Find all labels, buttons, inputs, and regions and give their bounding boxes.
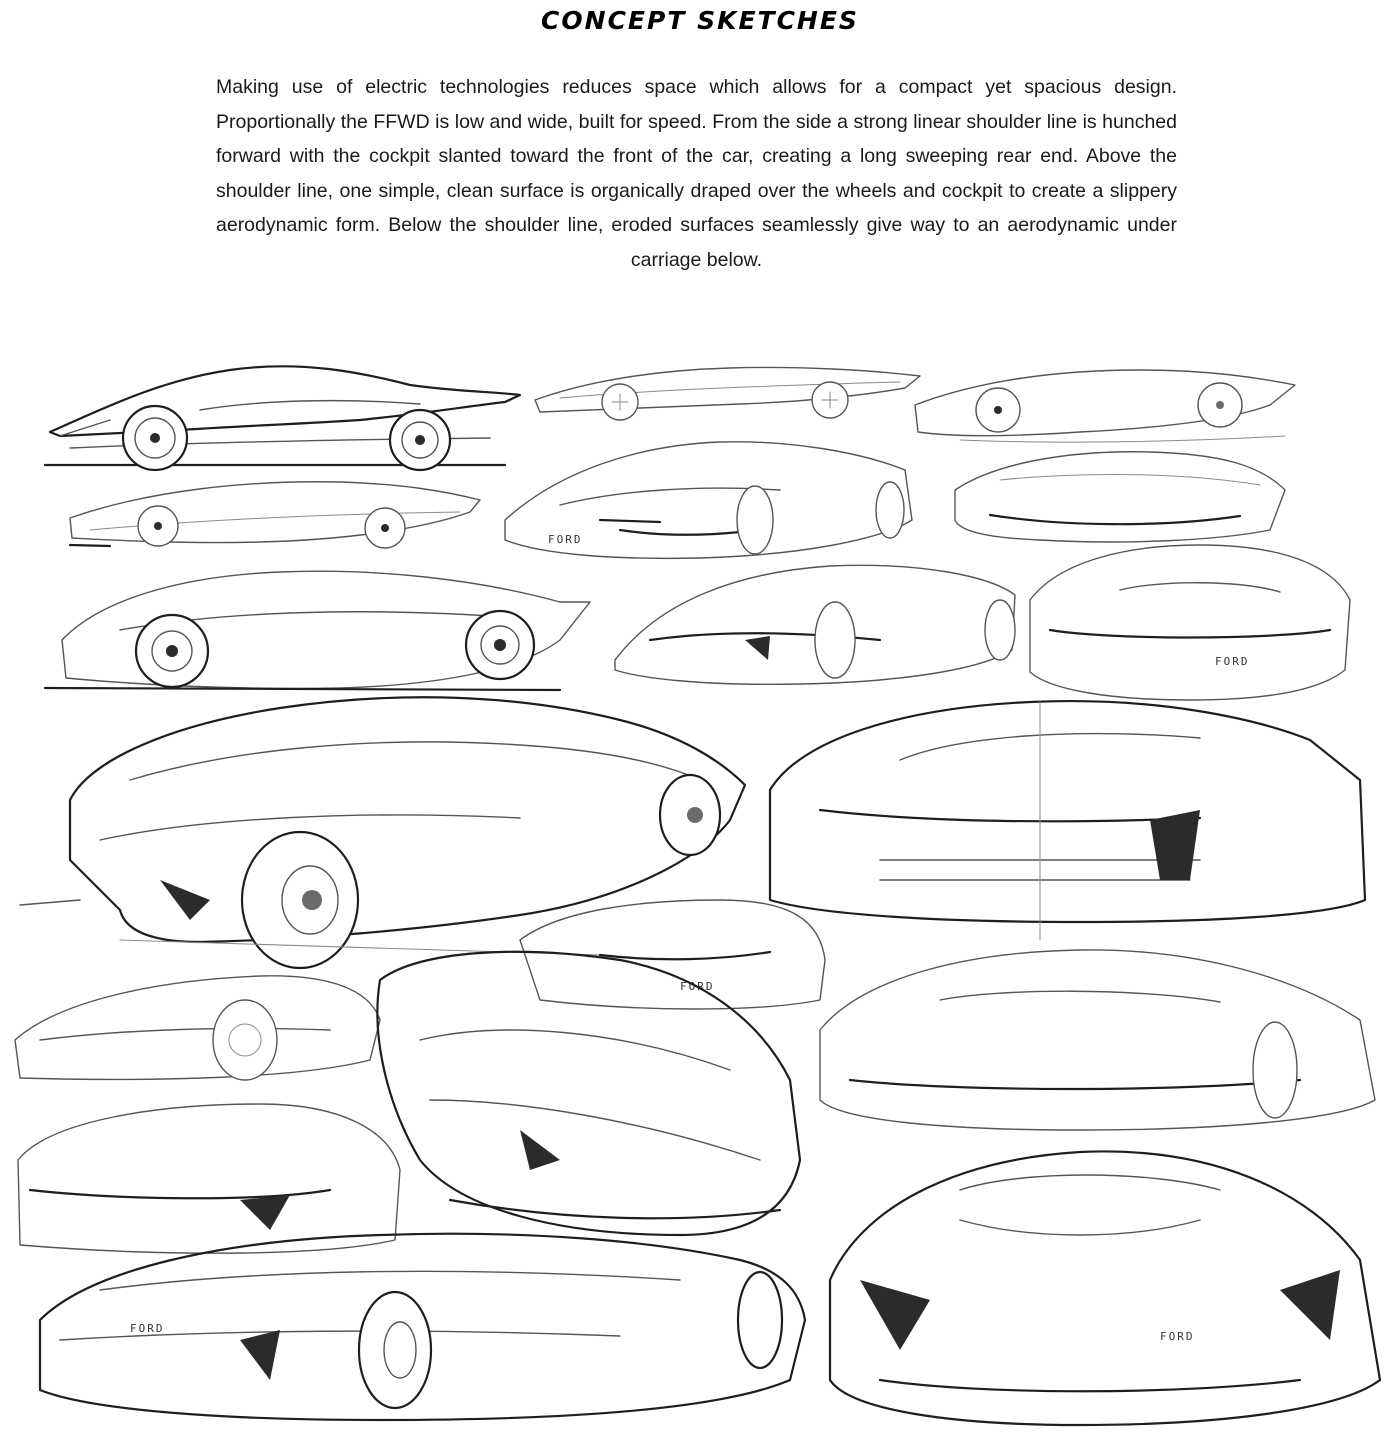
page-title: CONCEPT SKETCHES — [541, 6, 859, 35]
sketch-side-profile-1 — [45, 366, 520, 470]
brand-badge-3: FORD — [680, 980, 715, 993]
sketch-three-quarter-front-1 — [505, 442, 912, 559]
concept-sketches-board — [0, 340, 1400, 1455]
sketch-three-quarter-front-4 — [40, 1234, 805, 1420]
sketch-three-quarter-side-1 — [45, 571, 590, 690]
sketch-rear-view-1 — [955, 452, 1285, 542]
sketch-side-profile-2 — [535, 367, 920, 420]
sketch-three-quarter-front-2 — [615, 565, 1015, 684]
sketch-front-view-2 — [820, 950, 1375, 1130]
intro-paragraph: Making use of electric technologies reduces space which allows for a compact yet spacious design. Proportionally the FFWD is low and wide, built for speed. From the side a strong linear shoulder line is hunched forward with the cockpit slanted toward the front of the car, creating a long sweeping rear end. Above the shoulder line, one simple, clean surface is organically draped over the wheels and cockpit to create a slippery aerodynamic form. Below the shoulder line, eroded surfaces seamlessly give way to an aerodynamic under carriage below. — [216, 76, 1177, 271]
sketch-large-front-view — [770, 701, 1365, 940]
brand-badge-5: FORD — [1160, 1330, 1195, 1343]
sketch-side-profile-4 — [70, 482, 480, 548]
sketch-side-profile-3 — [915, 370, 1295, 442]
sketch-front-view-1 — [1030, 545, 1350, 700]
brand-badge-2: FORD — [1215, 655, 1250, 668]
brand-badge-1: FORD — [548, 533, 583, 546]
sketch-three-quarter-top — [377, 952, 800, 1235]
sketch-front-view-4 — [830, 1151, 1380, 1425]
brand-badge-4: FORD — [130, 1322, 165, 1335]
sketches-canvas — [0, 340, 1400, 1455]
sketch-front-view-3 — [18, 1104, 400, 1253]
sketch-large-three-quarter-front — [20, 697, 745, 968]
sketch-side-profile-5 — [15, 976, 380, 1080]
